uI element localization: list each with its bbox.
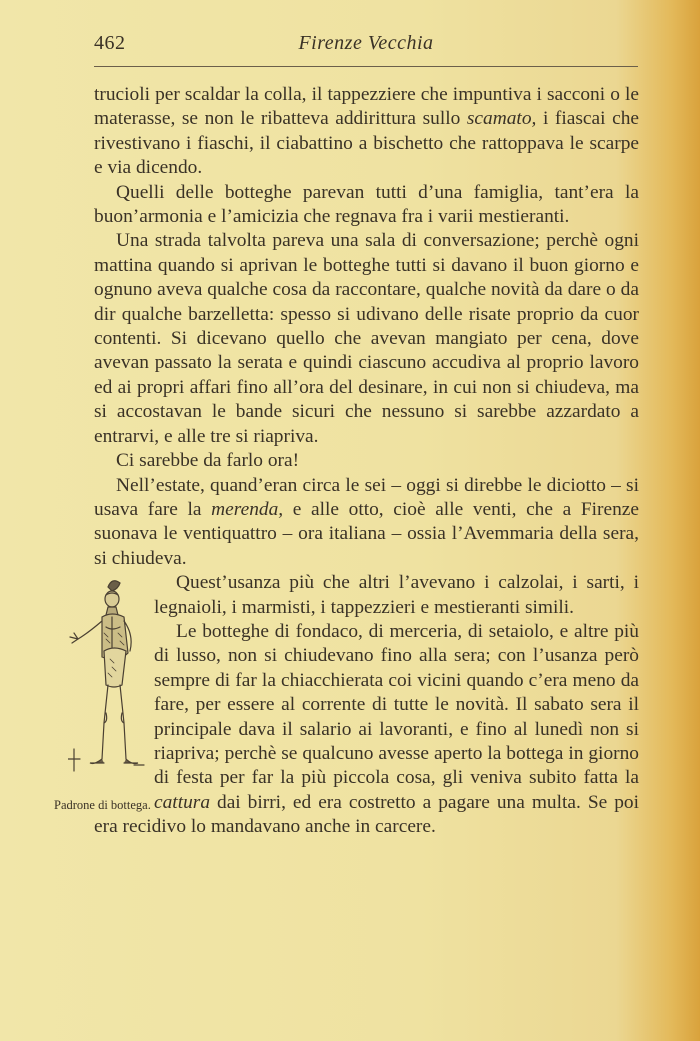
shopkeeper-illustration-icon bbox=[68, 573, 146, 788]
header-rule bbox=[94, 66, 638, 67]
italic-term: cattura bbox=[154, 791, 211, 813]
italic-term: merenda, bbox=[211, 498, 284, 520]
italic-term: scamato, bbox=[466, 108, 537, 130]
page-number: 462 bbox=[94, 32, 126, 54]
text-run: trucioli per scaldar la colla, il tappezziere che impuntiva i sacconi o le materasse, se non le ribatteva addirittura sullo bbox=[94, 84, 639, 130]
paragraph: Quelli delle botteghe parevan tutti d’una famiglia, tant’era la buon’armonia e l’amicizia che regnava fra i varii mestieranti. bbox=[94, 181, 639, 228]
text-run: i fiascai che rivestivano i fiaschi, il ciabattino a bischetto che rattoppava le scarpe e via dicendo. bbox=[94, 108, 640, 179]
text-run: Le botteghe di fondaco, di merceria, di setaiolo, e altre più di lusso, non si chiudevano fino alla sera; con l’usanza però sempre di far la chiacchierata coi vicini quando c’era meno da fare, per essere al corrente di tutte le novità. Il sabato sera il principale dava il salario ai lavoranti, e fino al lunedì non si riapriva; perchè se qualcuno avesse aperto la bottega in giorno di festa per far la più piccola cosa, gli veniva subito fatta la bbox=[154, 620, 639, 789]
text-run: dai birri, ed era costretto a pagare una multa. Se poi era recidivo lo mandavano anche in carcere. bbox=[94, 791, 639, 838]
text-run: Quest’usanza più che altri l’avevano i calzolai, i sarti, i legnaioli, i marmisti, i tappezzieri e mestieranti simili. bbox=[154, 572, 639, 618]
paragraph bbox=[94, 83, 639, 181]
paragraph bbox=[94, 474, 639, 572]
text-run: Nell’estate, quand’eran circa le sei – oggi si direbbe le diciotto – si usava fare la bbox=[94, 474, 639, 520]
running-title: Firenze Vecchia bbox=[298, 32, 434, 54]
paragraph: Ci sarebbe da farlo ora! bbox=[116, 450, 300, 472]
paragraph: Una strada talvolta pareva una sala di conversazione; perchè ogni mattina quando si aprivan le botteghe tutti si davano il buon giorno e ognuno aveva qualche cosa da raccontare, qualche novità da dare o da dir qualche barzelletta: spesso si udivano delle risate proprio da cuor contenti. Si dicevano quello che avevan mangiato per cena, dove avevan passato la serata e quindi ciascuno accudiva al proprio lavoro ed ai propri affari fino all’ora del desinare, in cui non si chiudeva, ma si accostavan le bande sicuri che nessuno si sarebbe azzardato a entrarvi, e alle tre si riapriva. bbox=[94, 230, 639, 447]
page-header bbox=[94, 32, 638, 64]
body-text bbox=[54, 83, 640, 840]
figure-caption: Padrone di bottega. bbox=[54, 798, 151, 813]
figure bbox=[56, 571, 154, 811]
paragraph bbox=[94, 620, 639, 840]
text-run: e alle otto, cioè alle venti, che a Firenze suonava le ventiquattro – ora italiana – ossia l’Avemmaria della sera, si chiudeva. bbox=[94, 498, 639, 569]
